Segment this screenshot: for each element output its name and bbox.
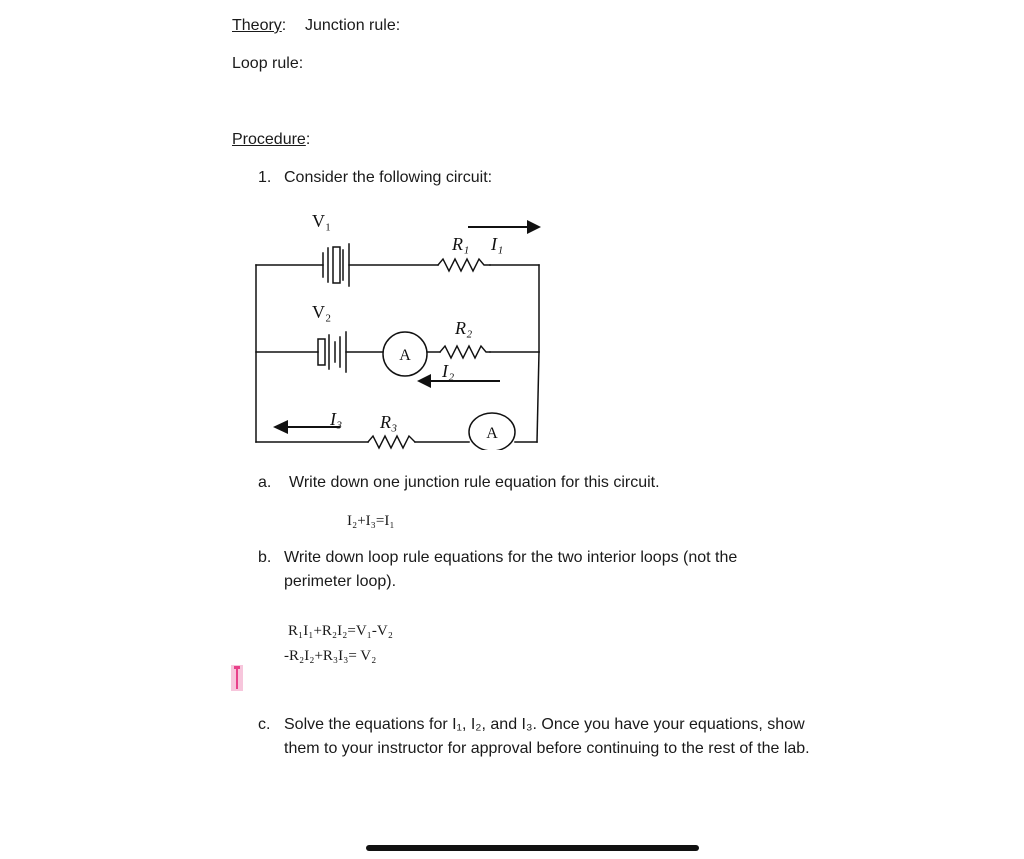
ammeter-2-label: A <box>486 425 498 442</box>
label-v1: V₁ <box>312 211 332 231</box>
resistor-r1 <box>438 259 490 271</box>
part-b-answer-1: R₁I₁+R₂I₂=V₁-V₂ <box>288 623 393 639</box>
theory-heading <box>232 17 286 35</box>
label-r1: R₁ <box>452 234 470 254</box>
text-cursor-cap <box>234 666 240 669</box>
battery-v1 <box>323 244 349 286</box>
part-b-answer-2: -R₂I₂+R₃I₃= V₂ <box>284 648 377 664</box>
theory-colon: : <box>281 17 287 34</box>
part-c-letter: c. <box>258 716 271 733</box>
junction-rule-label: Junction rule: <box>305 17 401 34</box>
label-r2: R₂ <box>455 318 473 338</box>
part-b-question: Write down loop rule equations for the two interior loops (not the perimeter loop). <box>284 549 738 590</box>
step-1-number: 1. <box>258 169 272 186</box>
label-v2: V₂ <box>312 302 332 322</box>
procedure-colon: : <box>305 131 311 148</box>
step-1-text: Consider the following circuit: <box>284 169 493 186</box>
part-a-answer: I₂+I₃=I₁ <box>347 513 395 529</box>
label-i2: I₂ <box>442 361 455 381</box>
label-r3: R₃ <box>380 412 398 432</box>
part-a-question: Write down one junction rule equation for this circuit. <box>289 474 660 491</box>
label-i3: I₃ <box>330 409 343 429</box>
part-b-letter: b. <box>258 549 272 566</box>
part-c-question: Solve the equations for I₁, I₂, and I₃. Once you have your equations, show them to your instructor for approval before continuing to the rest of the lab. <box>284 716 810 757</box>
battery-v2 <box>318 332 346 372</box>
loop-rule-label: Loop rule: <box>232 55 304 72</box>
resistor-r3 <box>368 436 415 448</box>
theory-label: Theory <box>232 17 282 34</box>
arrow-i1 <box>469 220 541 234</box>
label-i1: I₁ <box>491 234 504 254</box>
text-cursor-caret <box>236 667 238 689</box>
procedure-heading <box>232 131 310 149</box>
home-indicator[interactable] <box>366 845 699 851</box>
part-a-letter: a. <box>258 474 272 491</box>
text-cursor-marker[interactable] <box>231 665 243 691</box>
resistor-r2 <box>440 346 490 358</box>
circuit-diagram <box>250 200 550 450</box>
arrow-i2 <box>417 374 499 388</box>
ammeter-1-label: A <box>399 347 411 364</box>
procedure-label: Procedure <box>232 131 306 148</box>
